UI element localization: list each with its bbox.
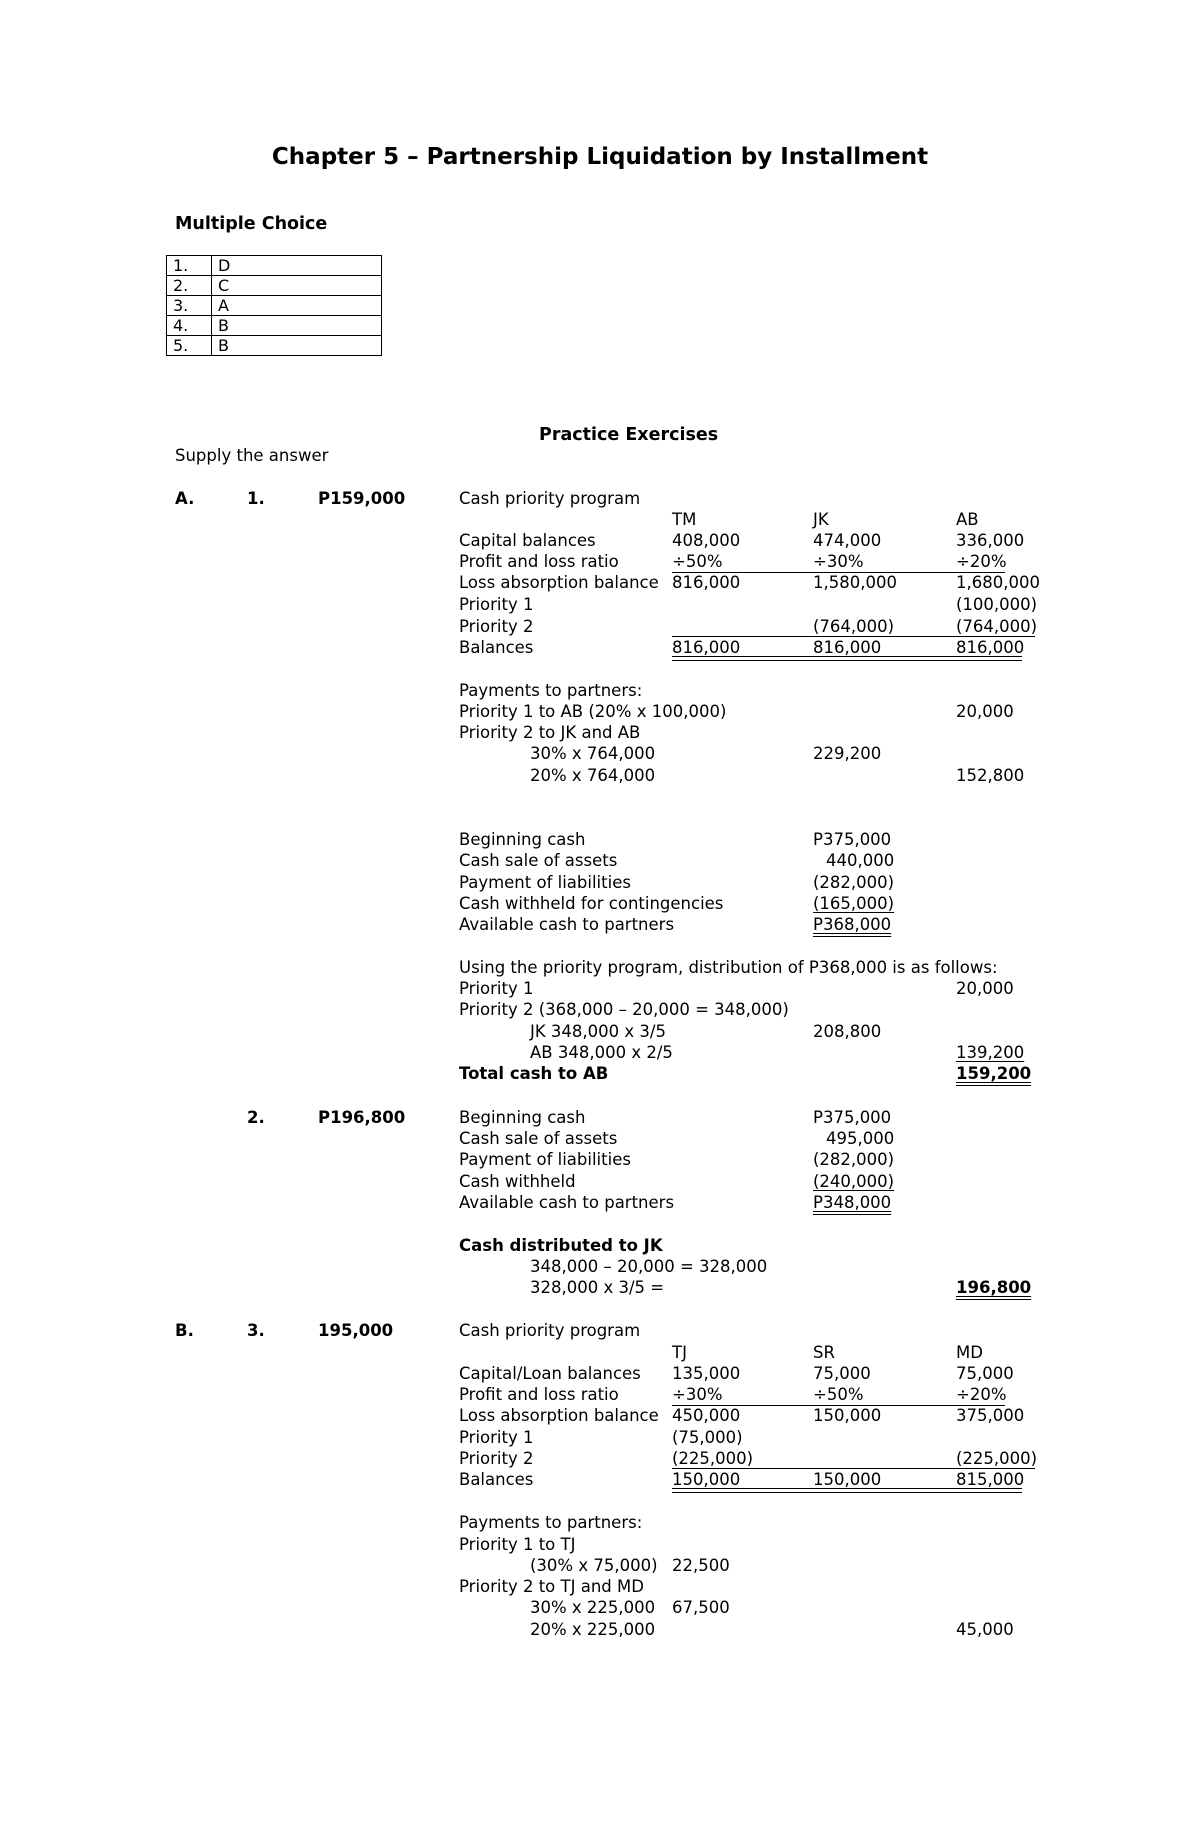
q3-cell: 375,000 [956,1406,1025,1425]
q1-cash-label: Beginning cash [459,830,586,849]
q2-cash-label: Beginning cash [459,1108,586,1127]
q1-cell: (100,000) [956,595,1038,614]
q1-row-label: Capital balances [459,531,596,550]
q1-cell: ÷20% [956,552,1007,571]
q1-cash-label: Cash withheld for contingencies [459,894,724,913]
q1-cell: 816,000 [956,638,1025,657]
q3-header-sr: SR [813,1343,835,1362]
q3-cell: 815,000 [956,1470,1025,1489]
q1-cell: 1,680,000 [956,573,1040,592]
q3-pay1a-label: (30% x 75,000) [530,1556,658,1575]
q1-cash-label: Available cash to partners [459,915,675,934]
q1-answer: P159,000 [318,489,406,508]
q3-cell: 450,000 [672,1406,741,1425]
q1-dist-ab-value: 139,200 [956,1043,1025,1062]
q3-priority-underline [672,1468,1035,1469]
q2-cash-value: 495,000 [826,1129,895,1148]
q3-pay2a-value: 67,500 [672,1598,730,1617]
q1-cell: (764,000) [813,617,895,636]
mc-answer: B [212,336,382,356]
q1-header-jk: JK [813,510,829,529]
mc-row [167,336,382,356]
q1-total-value: 159,200 [956,1064,1032,1083]
q1-cell: 816,000 [672,573,741,592]
q1-dist-ab-label: AB 348,000 x 2/5 [530,1043,673,1062]
q1-cell: 474,000 [813,531,882,550]
q1-balances-double-underline [672,656,1022,661]
q1-cell: 1,580,000 [813,573,897,592]
q3-row-label: Loss absorption balance [459,1406,659,1425]
mc-num: 2. [167,276,212,296]
q1-dist-p1-value: 20,000 [956,979,1014,998]
q1-total-label: Total cash to AB [459,1064,609,1083]
q2-cash-label: Available cash to partners [459,1193,675,1212]
q2-cash-label: Payment of liabilities [459,1150,631,1169]
mc-row [167,316,382,336]
q1-pay2a-label: 30% x 764,000 [530,744,656,763]
q1-dist-p2-label: Priority 2 (368,000 – 20,000 = 348,000) [459,1000,789,1019]
q2-cash-value: P348,000 [813,1193,892,1212]
q3-row-label: Capital/Loan balances [459,1364,641,1383]
mc-answer: D [212,256,382,276]
q3-cell: (225,000) [672,1449,754,1468]
q2-calc1: 348,000 – 20,000 = 328,000 [530,1257,768,1276]
q1-priority-underline [672,636,1035,637]
mc-num: 4. [167,316,212,336]
q1-cell: ÷50% [672,552,723,571]
q1-cell: (764,000) [956,617,1038,636]
q1-cash-label: Payment of liabilities [459,873,631,892]
q3-balances-double-underline [672,1488,1022,1493]
q3-cell: 75,000 [813,1364,871,1383]
q3-cell: 150,000 [672,1470,741,1489]
mc-num: 5. [167,336,212,356]
q1-cash-value: P375,000 [813,830,892,849]
q1-dist-jk-value: 208,800 [813,1022,882,1041]
q3-cell: 75,000 [956,1364,1014,1383]
practice-heading: Practice Exercises [539,425,719,445]
page-title: Chapter 5 – Partnership Liquidation by Installment [271,144,929,170]
q1-header-ab: AB [956,510,979,529]
q3-answer: 195,000 [318,1321,394,1340]
mc-answer: A [212,296,382,316]
q1-row-label: Balances [459,638,534,657]
q3-header-tj: TJ [672,1343,687,1362]
mc-num: 1. [167,256,212,276]
q3-pay2b-label: 20% x 225,000 [530,1620,656,1639]
q1-pay2b-label: 20% x 764,000 [530,766,656,785]
mc-answer-table [166,255,382,356]
q3-row-label: Priority 1 [459,1428,534,1447]
q3-cell: (75,000) [672,1428,743,1447]
q1-program-title: Cash priority program [459,489,641,508]
q1-pay2a-value: 229,200 [813,744,882,763]
q2-number: 2. [247,1108,265,1127]
q1-cell: 408,000 [672,531,741,550]
q1-cash-label: Cash sale of assets [459,851,618,870]
q3-pay1a-value: 22,500 [672,1556,730,1575]
q2-calc2: 328,000 x 3/5 = [530,1278,665,1297]
q2-result: 196,800 [956,1278,1032,1297]
q3-cell: ÷50% [813,1385,864,1404]
q3-cell: ÷20% [956,1385,1007,1404]
q2-cash-label: Cash withheld [459,1172,576,1191]
q2-cash-label: Cash sale of assets [459,1129,618,1148]
q1-pay2b-value: 152,800 [956,766,1025,785]
q1-cell: ÷30% [813,552,864,571]
mc-row [167,276,382,296]
q2-cash-value: P375,000 [813,1108,892,1127]
q3-pay2b-value: 45,000 [956,1620,1014,1639]
q3-header-md: MD [956,1343,983,1362]
q3-pay2a-label: 30% x 225,000 [530,1598,656,1617]
q3-cell: 150,000 [813,1406,882,1425]
q2-cash-value: (282,000) [813,1150,895,1169]
q3-row-label: Balances [459,1470,534,1489]
q3-number: 3. [247,1321,265,1340]
q1-pay1-label: Priority 1 to AB (20% x 100,000) [459,702,727,721]
q1-payments-title: Payments to partners: [459,681,643,700]
q1-cell: 336,000 [956,531,1025,550]
mc-answer: B [212,316,382,336]
q1-row-label: Profit and loss ratio [459,552,619,571]
q3-row-label: Profit and loss ratio [459,1385,619,1404]
q1-cell: 816,000 [813,638,882,657]
q3-cell: 150,000 [813,1470,882,1489]
q1-cash-value: (165,000) [813,894,895,913]
q1-row-label: Priority 1 [459,595,534,614]
mc-row [167,256,382,276]
mc-num: 3. [167,296,212,316]
q1-dist-intro: Using the priority program, distribution of P368,000 is as follows: [459,958,998,977]
section-a-letter: A. [175,489,195,508]
mc-answer: C [212,276,382,296]
q1-pay1-value: 20,000 [956,702,1014,721]
q2-dist-title: Cash distributed to JK [459,1236,663,1255]
q3-cell: (225,000) [956,1449,1038,1468]
q3-pay1-label: Priority 1 to TJ [459,1535,576,1554]
instruction-text: Supply the answer [175,446,329,465]
q1-cash-value: 440,000 [826,851,895,870]
q3-cell: ÷30% [672,1385,723,1404]
section-b-letter: B. [175,1321,194,1340]
q1-dist-p1-label: Priority 1 [459,979,534,998]
q3-payments-title: Payments to partners: [459,1513,643,1532]
q1-cell: 816,000 [672,638,741,657]
q1-cash-value: (282,000) [813,873,895,892]
q2-cash-value: (240,000) [813,1172,895,1191]
q3-cell: 135,000 [672,1364,741,1383]
q3-program-title: Cash priority program [459,1321,641,1340]
q1-header-tm: TM [672,510,697,529]
q1-row-label: Loss absorption balance [459,573,659,592]
mc-row [167,296,382,316]
q1-row-label: Priority 2 [459,617,534,636]
q3-row-label: Priority 2 [459,1449,534,1468]
q1-cash-value: P368,000 [813,915,892,934]
q1-pay2-label: Priority 2 to JK and AB [459,723,641,742]
q3-pay2-label: Priority 2 to TJ and MD [459,1577,644,1596]
mc-heading: Multiple Choice [175,214,328,234]
q2-answer: P196,800 [318,1108,406,1127]
q1-dist-jk-label: JK 348,000 x 3/5 [530,1022,666,1041]
q1-number: 1. [247,489,265,508]
